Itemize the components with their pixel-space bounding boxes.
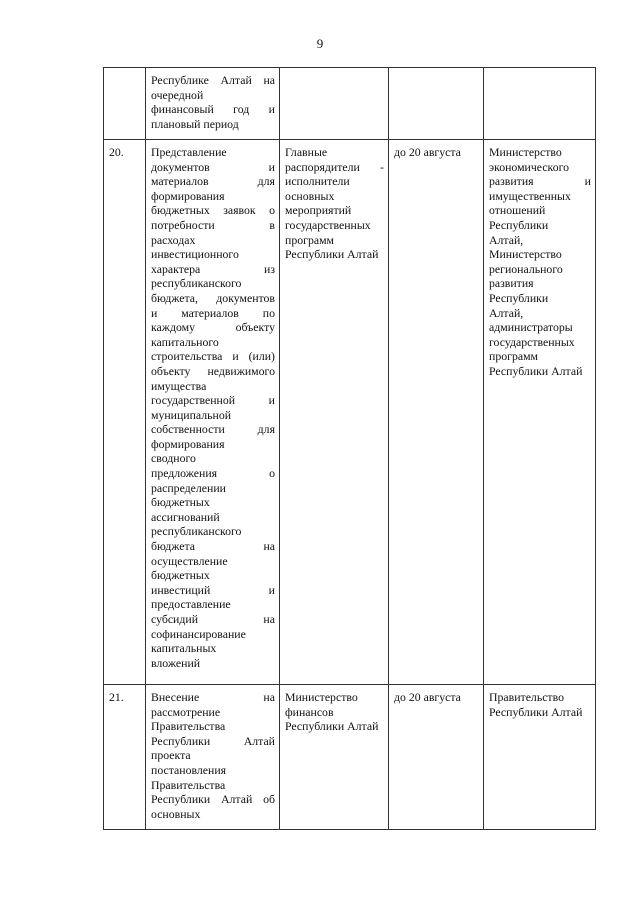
cell-text-line: Республики Алтай — [489, 704, 583, 719]
cell-text-line: Алтай, — [489, 232, 524, 247]
cell-text-line: отношений — [489, 203, 546, 218]
cell-text-line: Республики Алтай об — [151, 792, 275, 807]
cell-text-line: регионального — [489, 261, 563, 276]
cell-text-line: финансов — [285, 704, 334, 719]
cell-text-line: постановления — [151, 762, 227, 777]
cell-text-line: очередной — [151, 87, 204, 102]
cell-text-line: рассмотрение — [151, 704, 221, 719]
table-row — [104, 685, 596, 830]
cell-text-line: до 20 августа — [394, 145, 461, 159]
cell-text-line: Министерство — [285, 690, 358, 704]
cell-text-line: Республики Алтай — [489, 363, 583, 378]
table-cell-c4 — [389, 140, 484, 685]
cell-text-line: предложения о — [151, 466, 275, 481]
table-cell-c3 — [280, 685, 389, 830]
cell-text-line: имущества — [151, 378, 207, 393]
cell-text-line: республиканского — [151, 276, 242, 291]
cell-text-line: бюджетных — [151, 568, 210, 583]
cell-text-line: документов и — [151, 159, 275, 174]
cell-text-line: ассигнований — [151, 509, 220, 524]
cell-text-line: характера из — [151, 261, 275, 276]
cell-text-line: Внесение на — [151, 690, 275, 704]
cell-text-line: сводного — [151, 451, 196, 466]
cell-text-line: основных — [151, 806, 201, 821]
cell-text-line: капитальных — [151, 641, 217, 656]
table-cell-c2 — [146, 685, 280, 830]
schedule-table — [103, 67, 596, 830]
cell-text-line: Правительства — [151, 777, 226, 792]
table-cell-c4 — [389, 68, 484, 140]
cell-text-line: экономического — [489, 159, 570, 174]
cell-text-line: развития и — [489, 174, 591, 189]
cell-text-line: субсидий на — [151, 612, 275, 626]
cell-text-line: Представление — [151, 145, 227, 159]
cell-text-line: материалов для — [151, 174, 275, 189]
cell-text-line: Министерство — [489, 145, 562, 159]
cell-text-line: осуществление — [151, 553, 228, 568]
cell-text-line: государственных — [489, 334, 575, 349]
table-cell-c5 — [484, 68, 596, 140]
cell-text-line: бюджетных заявок о — [151, 203, 275, 218]
cell-text-line: инвестиций и — [151, 582, 275, 597]
table-cell-c4 — [389, 685, 484, 830]
row-number: 20. — [109, 145, 124, 159]
cell-text-line: Министерство — [489, 247, 562, 262]
cell-text-line: программ — [285, 232, 335, 247]
cell-text-line: Республики — [489, 217, 549, 232]
cell-text-line: Алтай, — [489, 305, 524, 320]
table-cell-num — [104, 140, 146, 685]
table-row — [104, 68, 596, 140]
row-number: 21. — [109, 690, 124, 704]
cell-text-line: Правительство — [489, 690, 564, 704]
cell-text-line: проекта — [151, 748, 191, 763]
cell-text-line: исполнители — [285, 174, 350, 189]
cell-text-line: Республики Алтай — [285, 247, 379, 262]
cell-text-line: инвестиционного — [151, 247, 239, 262]
cell-text-line: и материалов по — [151, 305, 275, 320]
cell-text-line: каждому объекту — [151, 320, 275, 335]
cell-text-line: предоставление — [151, 597, 231, 612]
cell-text-line: до 20 августа — [394, 690, 461, 704]
table-cell-c3 — [280, 68, 389, 140]
cell-text-line: бюджета на — [151, 539, 275, 554]
cell-text-line: софинансирование — [151, 626, 246, 641]
cell-text-line: формирования — [151, 188, 225, 203]
cell-text-line: собственности для — [151, 422, 275, 437]
cell-text-line: объекту недвижимого — [151, 363, 275, 378]
table-cell-num — [104, 685, 146, 830]
cell-text-line: формирования — [151, 436, 225, 451]
cell-text-line: имущественных — [489, 188, 571, 203]
cell-text-line: государственной и — [151, 393, 275, 408]
table-cell-num — [104, 68, 146, 140]
cell-text-line: Республике Алтай на — [151, 73, 275, 87]
cell-text-line: Правительства — [151, 719, 226, 734]
table-cell-c3 — [280, 140, 389, 685]
cell-text-line: государственных — [285, 217, 371, 232]
cell-text-line: распорядители - — [285, 159, 384, 174]
page-number: 9 — [316, 36, 324, 51]
cell-text-line: муниципальной — [151, 407, 232, 422]
cell-text-line: вложений — [151, 655, 201, 670]
cell-text-line: администраторы — [489, 320, 573, 335]
cell-text-line: программ — [489, 349, 539, 364]
cell-text-line: бюджета, документов — [151, 290, 275, 305]
cell-text-line: расходах — [151, 232, 196, 247]
table-cell-c2 — [146, 140, 280, 685]
cell-text-line: мероприятий — [285, 203, 352, 218]
cell-text-line: бюджетных — [151, 495, 210, 510]
cell-text-line: Республики Алтай — [285, 719, 379, 734]
table-row — [104, 140, 596, 685]
table-cell-c5 — [484, 685, 596, 830]
cell-text-line: республиканского — [151, 524, 242, 539]
cell-text-line: плановый период — [151, 116, 239, 131]
cell-text-line: Республики — [489, 290, 549, 305]
cell-text-line: Республики Алтай — [151, 733, 275, 748]
cell-text-line: финансовый год и — [151, 102, 275, 117]
table-cell-c5 — [484, 140, 596, 685]
cell-text-line: основных — [285, 188, 335, 203]
cell-text-line: строительства и (или) — [151, 349, 275, 364]
cell-text-line: потребности в — [151, 217, 275, 232]
cell-text-line: развития — [489, 276, 534, 291]
table-cell-c2 — [146, 68, 280, 140]
cell-text-line: распределении — [151, 480, 226, 495]
cell-text-line: Главные — [285, 145, 328, 159]
cell-text-line: капитального — [151, 334, 219, 349]
